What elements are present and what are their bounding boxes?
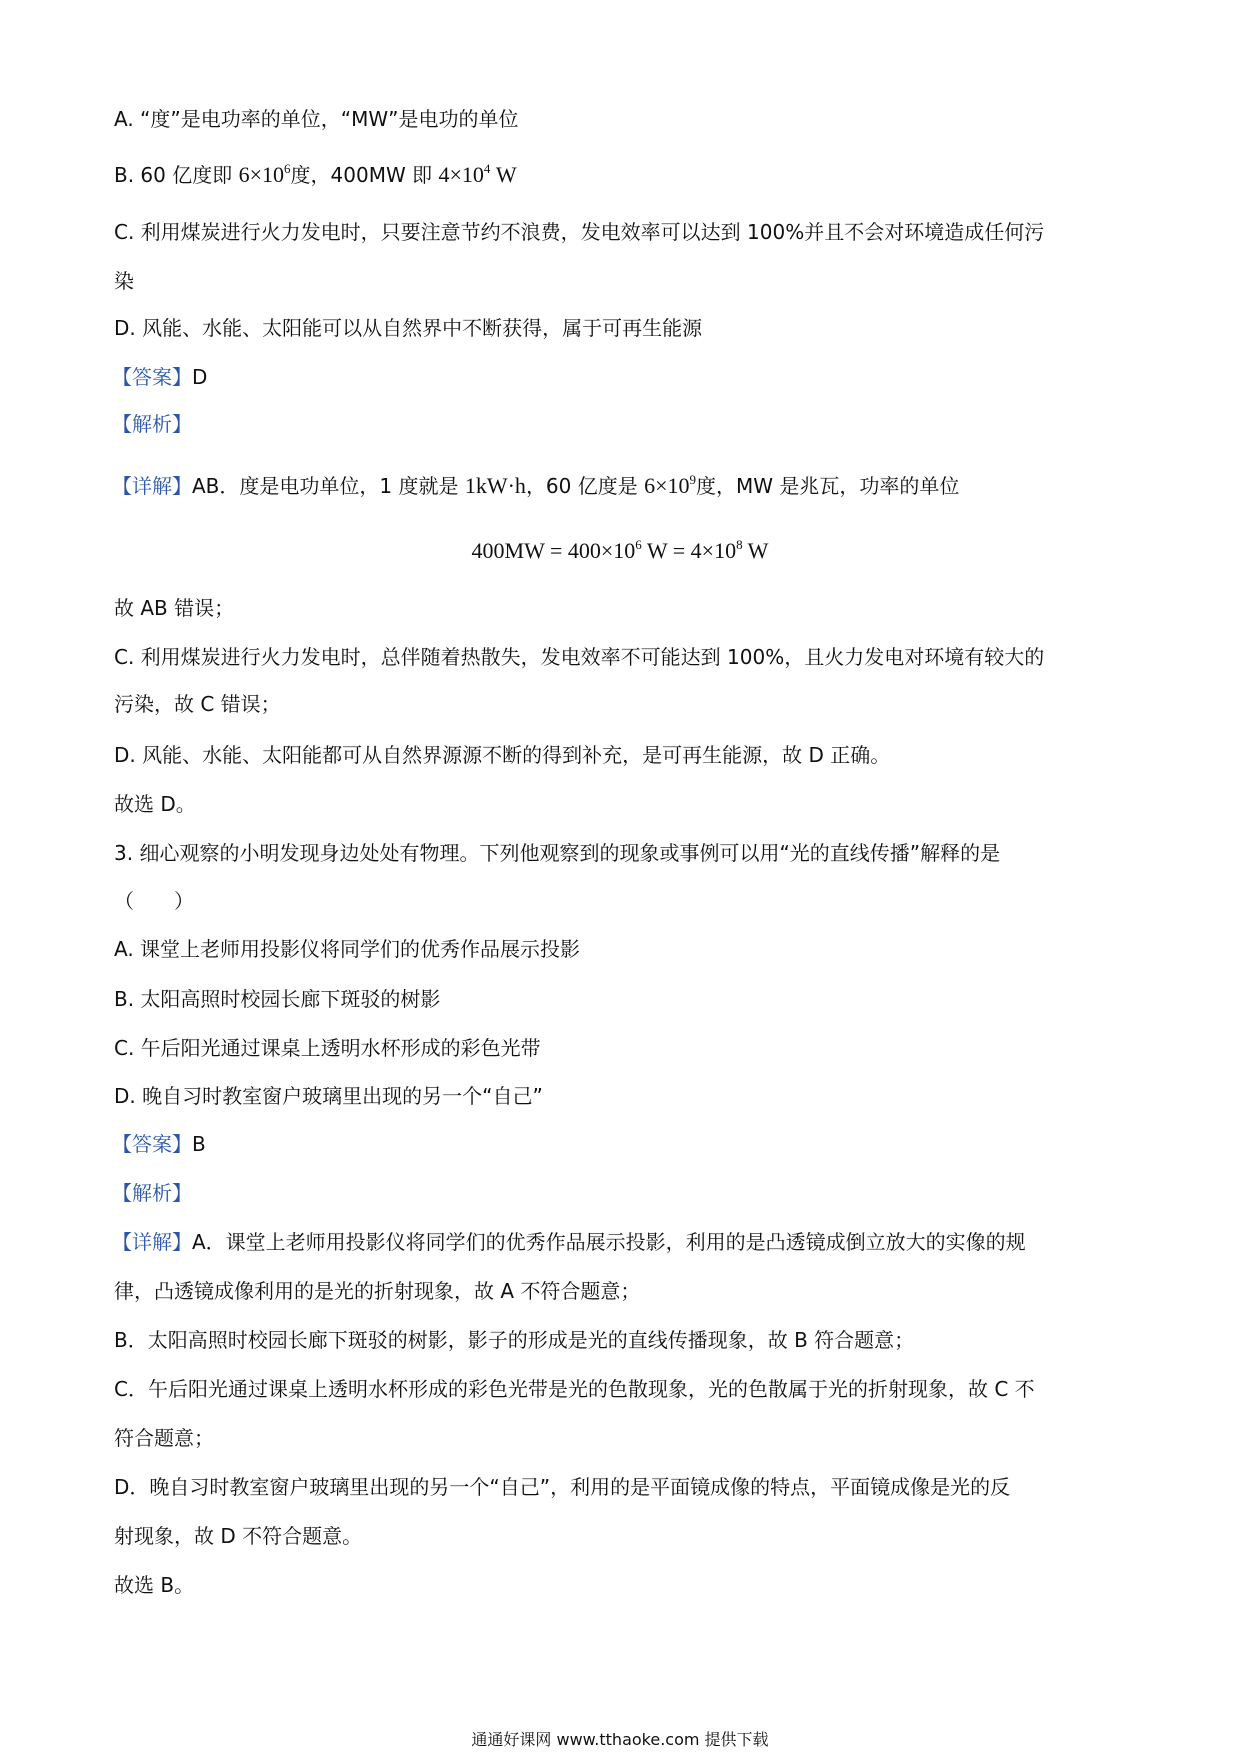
q2-option-b-math2-exp: 4 <box>483 161 491 176</box>
q3-option-b: B. 太阳高照时校园长廊下斑驳的树影 <box>114 987 441 1011</box>
q3-detail-line1 <box>112 1229 1026 1255</box>
q2-option-b-math1-exp: 6 <box>284 161 291 176</box>
q3-analysis-tag: 【解析】 <box>112 1181 192 1205</box>
q3-answer <box>112 1131 206 1157</box>
q2-detail-tag: 【详解】 <box>112 474 192 498</box>
q3-option-c: C. 午后阳光通过课桌上透明水杯形成的彩色光带 <box>114 1036 541 1060</box>
q2-option-b <box>114 162 517 188</box>
q2-detail-l1-b: ，60 亿度是 <box>525 474 638 498</box>
q3-stem-line2: （ ） <box>114 889 194 913</box>
eq-exp1: 6 <box>635 537 642 552</box>
q2-detail-line2: 故 AB 错误； <box>114 596 235 620</box>
q2-answer-tag: 【答案】 <box>112 365 192 389</box>
q3-answer-tag: 【答案】 <box>112 1132 192 1156</box>
q2-option-b-prefix: B. 60 亿度即 <box>114 163 233 187</box>
q2-option-c-line1: C. 利用煤炭进行火力发电时，只要注意节约不浪费，发电效率可以达到 100%并且不会对环境造成任何污 <box>114 220 1045 244</box>
eq-part-c: W <box>742 538 769 563</box>
q2-detail-line3: C. 利用煤炭进行火力发电时，总伴随着热散失，发电效率不可能达到 100%，且火力发电对环境有较大的 <box>114 645 1045 669</box>
q2-answer <box>112 364 207 390</box>
q2-analysis-tag: 【解析】 <box>112 412 192 436</box>
q3-detail-line3: B．太阳高照时校园长廊下斑驳的树影，影子的形成是光的直线传播现象，故 B 符合题意； <box>114 1328 915 1352</box>
q2-detail-l1-c: 度，MW 是兆瓦，功率的单位 <box>696 474 960 498</box>
eq-exp2: 8 <box>736 537 743 552</box>
q3-detail-line7: 射现象，故 D 不符合题意。 <box>114 1524 363 1548</box>
eq-part-a: 400MW = 400×10 <box>471 538 636 563</box>
q3-stem-line1: 3. 细心观察的小明发现身边处处有物理。下列他观察到的现象或事例可以用“光的直线传播”解释的是 <box>114 841 1001 865</box>
q2-detail-l1-unit: 1kW·h <box>464 473 526 498</box>
q2-option-b-mid: 度，400MW 即 <box>290 163 433 187</box>
q2-option-b-math1 <box>239 162 291 187</box>
q2-detail-line1 <box>112 473 959 499</box>
q3-detail-line4: C．午后阳光通过课桌上透明水杯形成的彩色光带是光的色散现象，光的色散属于光的折射现象，故 C 不 <box>114 1377 1035 1401</box>
q2-detail-equation <box>0 538 1240 564</box>
q2-detail-l1-a: AB．度是电功单位，1 度就是 <box>192 474 459 498</box>
eq-part-b: W = 4×10 <box>641 538 737 563</box>
q2-option-b-math2-base: 4×10 <box>438 162 484 187</box>
q3-detail-tag: 【详解】 <box>112 1230 192 1254</box>
q2-option-d: D. 风能、水能、太阳能可以从自然界中不断获得，属于可再生能源 <box>114 316 703 340</box>
q3-detail-line5: 符合题意； <box>114 1426 214 1450</box>
q2-option-b-math2 <box>438 162 516 187</box>
q2-detail-l1-math <box>644 473 696 498</box>
q2-option-c-line2: 染 <box>114 269 134 293</box>
q2-option-b-unit: W <box>490 162 517 187</box>
q2-answer-value: D <box>192 365 208 389</box>
q3-option-d: D. 晚自习时教室窗户玻璃里出现的另一个“自己” <box>114 1084 543 1108</box>
q2-detail-line5: D. 风能、水能、太阳能都可从自然界源源不断的得到补充，是可再生能源，故 D 正确。 <box>114 743 891 767</box>
q2-detail-l1-math-base: 6×10 <box>644 473 690 498</box>
q2-option-a: A. “度”是电功率的单位，“MW”是电功的单位 <box>114 107 519 131</box>
q3-detail-line2: 律，凸透镜成像利用的是光的折射现象，故 A 不符合题意； <box>114 1279 641 1303</box>
q2-option-b-math1-base: 6×10 <box>238 162 285 187</box>
q3-option-a: A. 课堂上老师用投影仪将同学们的优秀作品展示投影 <box>114 937 581 961</box>
q3-detail-line8: 故选 B。 <box>114 1573 195 1597</box>
q2-detail-line6: 故选 D。 <box>114 792 196 816</box>
q3-detail-line6: D．晚自习时教室窗户玻璃里出现的另一个“自己”，利用的是平面镜成像的特点，平面镜成像是光的反 <box>114 1475 1011 1499</box>
q3-answer-value: B <box>192 1132 206 1156</box>
q2-detail-l1-math-exp: 9 <box>689 472 697 487</box>
q2-detail-line4: 污染，故 C 错误； <box>114 692 281 716</box>
q3-detail-l1-text: A．课堂上老师用投影仪将同学们的优秀作品展示投影，利用的是凸透镜成倒立放大的实像的规 <box>192 1230 1026 1254</box>
page-footer: 通通好课网 www.tthaoke.com 提供下载 <box>471 1730 769 1749</box>
